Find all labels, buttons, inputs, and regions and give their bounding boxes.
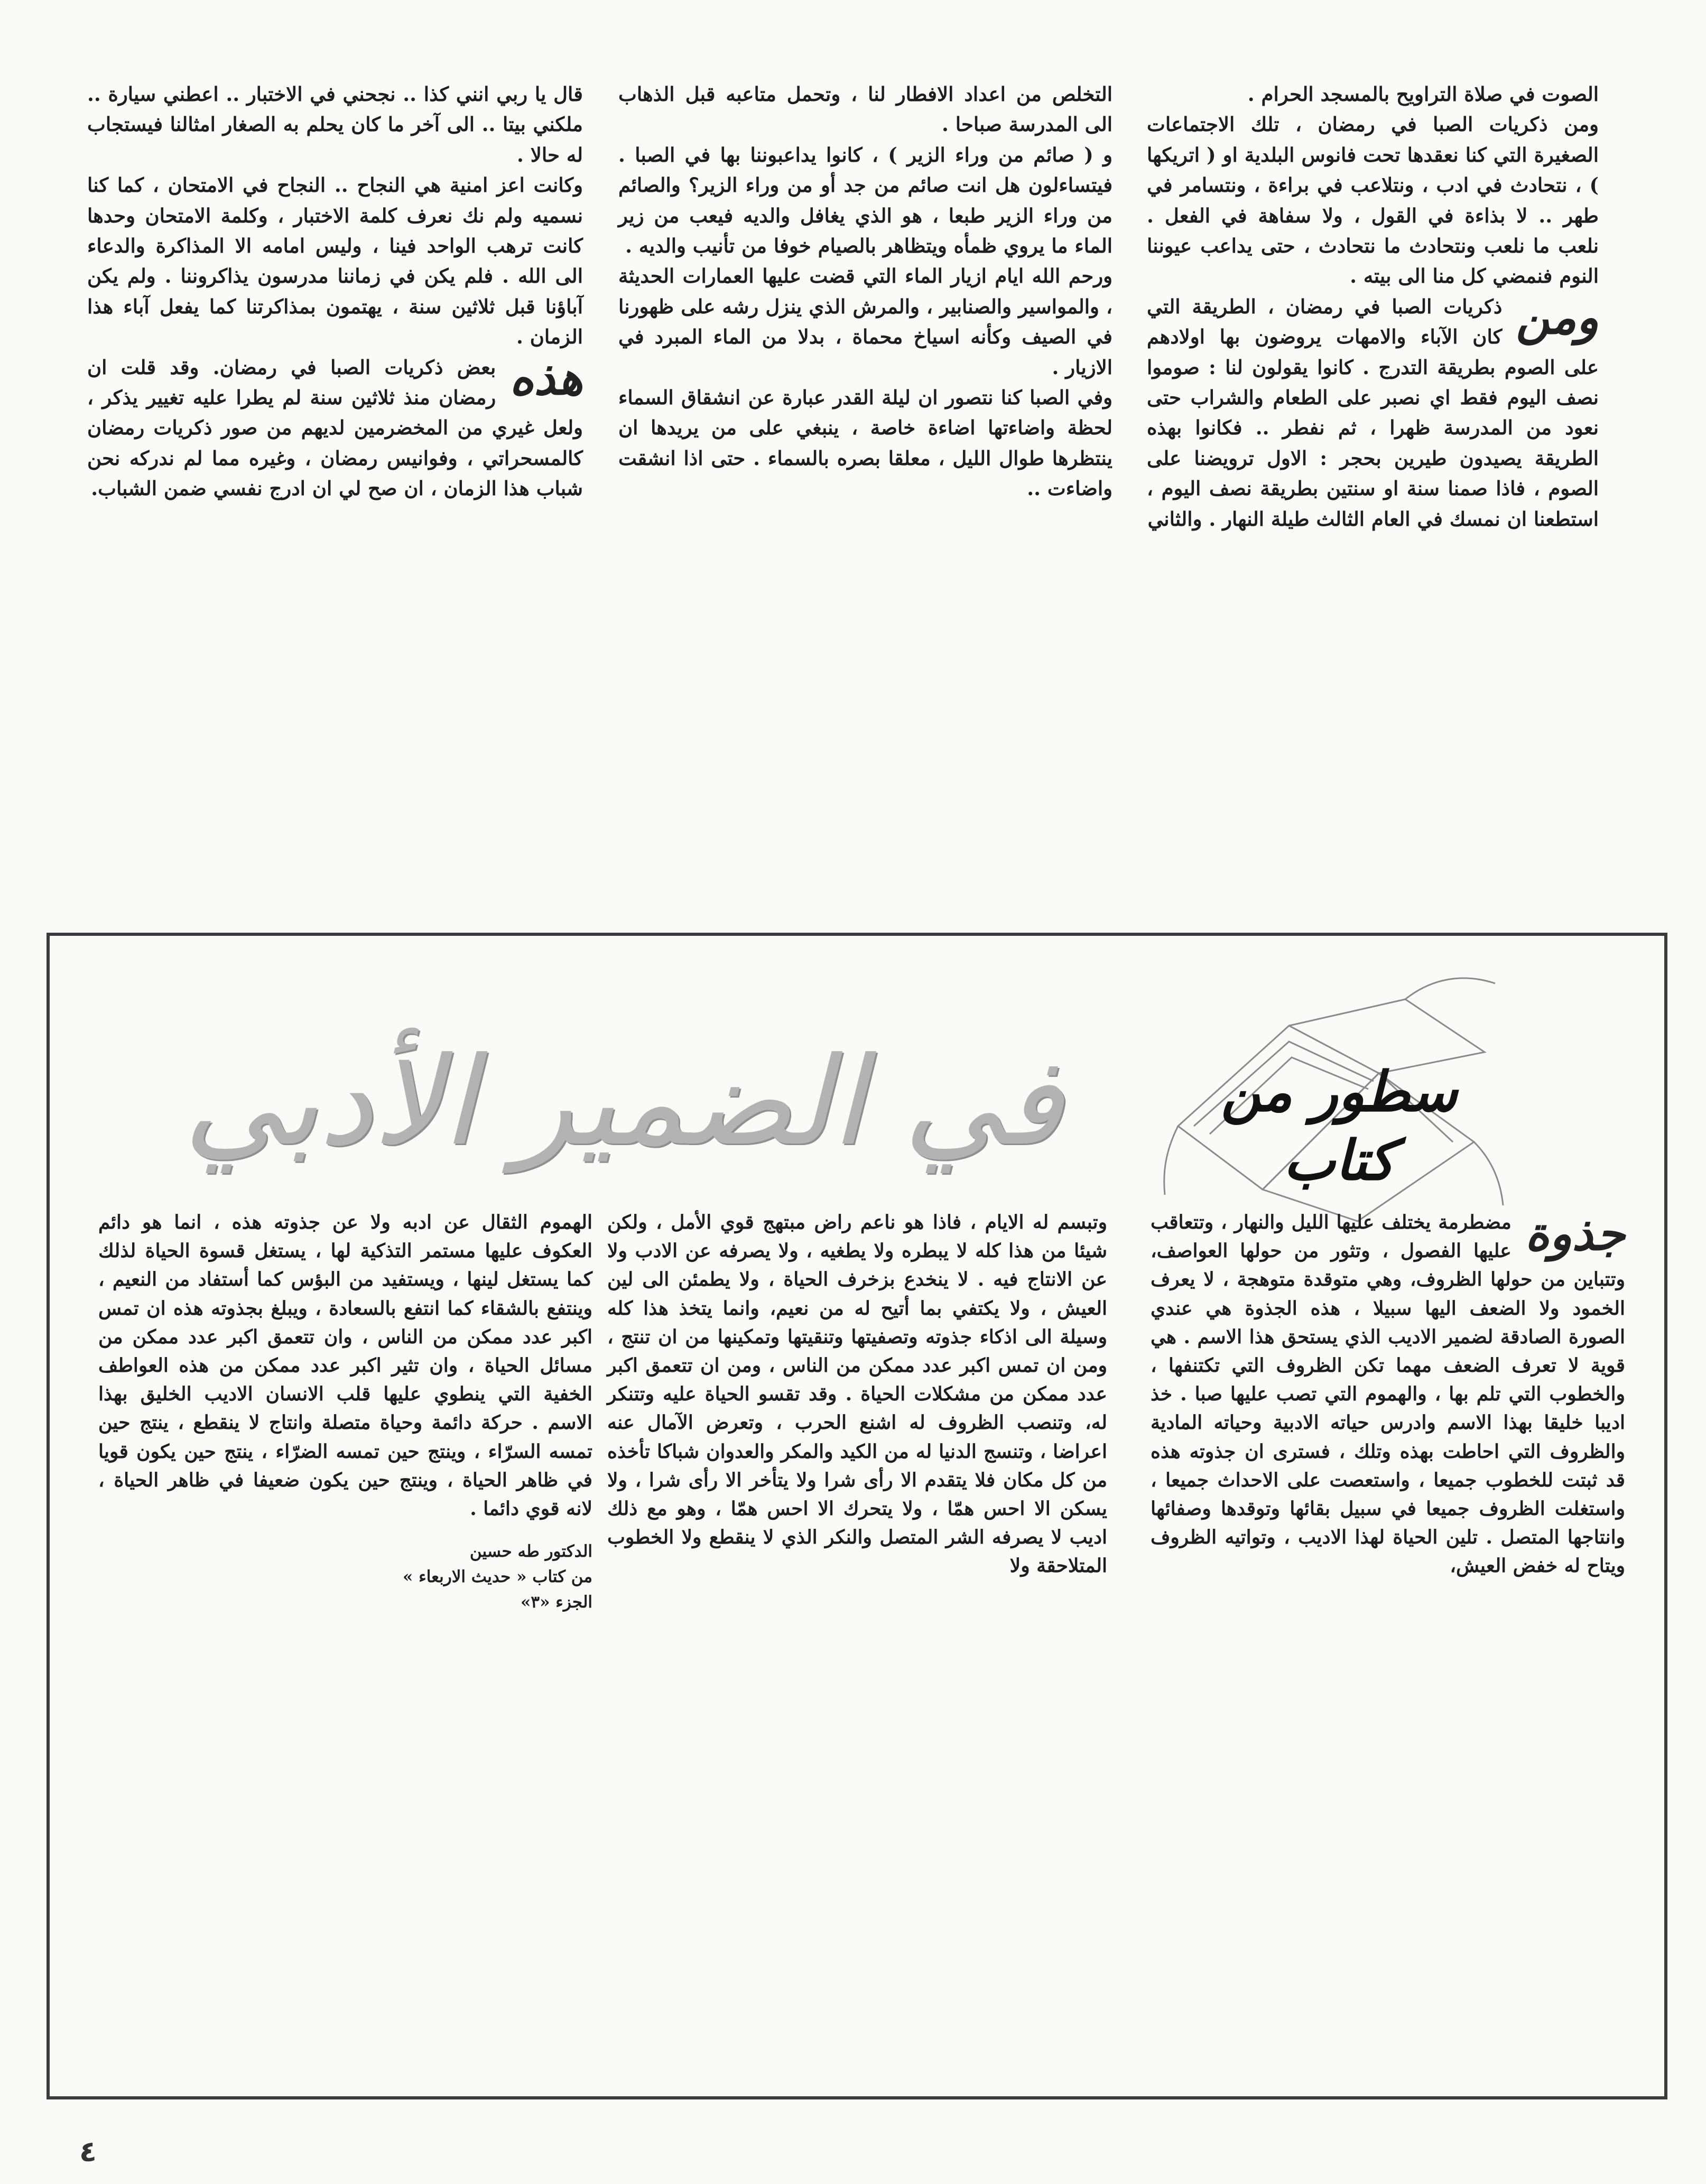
section-label: سطور من كتاب	[1221, 1059, 1458, 1193]
paragraph-text: بعض ذكريات الصبا في رمضان. وقد قلت ان رمضان منذ ثلاثين سنة لم يطرا عليه تغيير يذكر ، ولعل غيري من المخضرمين لديهم من صور ذكريات رمضان كالمسحراتي ، وفوانيس رمضان ، وغيره مما لم ندركه نحن شباب هذا الزمان ، ان صح لي ان ادرج نفسي ضمن الشباب.	[87, 355, 583, 500]
drop-word: جذوة	[1525, 1206, 1625, 1261]
paragraph	[1151, 1208, 1625, 1581]
source-book: من كتاب « حديث الاربعاء »	[402, 1567, 592, 1587]
excerpt-column-middle	[607, 1208, 1107, 1581]
article-column-left	[87, 79, 583, 504]
paragraph: الهموم الثقال عن ادبه ولا عن جذوته هذه ، انما هو دائم العكوف عليها مستمر التذكية لها ، يستغل قسوة الحياة لذلك كما يستغل لينها ، ويستفيد من البؤس كما أستفاد من النعيم ، وينتفع بالشقاء كما انتفع بالسعادة ، ويبلغ بجذوته هذه ان تمس اكبر عدد ممكن من الناس ، وان تتعمق اكبر عدد ممكن من مسائل الحياة ، وان تثير اكبر عدد ممكن من هذه العواطف الخفية التي ينطوي عليها قلب الانسان الاديب الخليق بهذا الاسم . حركة دائمة وحياة متصلة وانتاج لا ينقطع ، ينتج حين تمسه السرّاء ، وينتج حين تمسه الضرّاء ، ينتج حين يكون قويا في ظاهر الحياة ، وينتج حين يكون ضعيفا في ظاهر الحياة ، لانه قوي دائما .	[98, 1211, 592, 1520]
attribution	[98, 1539, 592, 1615]
paragraph-text: ذكريات الصبا في رمضان ، الطريقة التي كان الآباء والامهات يروضون بها اولادهم على الصوم بطريقة التدرج . كانوا يقولون لنا : صوموا نصف اليوم فقط اي نصبر على الطعام والشراب حتى نعود من المدرسة ظهرا ، ثم نفطر .. فكانوا بهذه الطريقة يصيدون طيرين بحجر : الاول ترويضنا على الصوم ، فاذا صمنا سنة او سنتين بطريقة نصف اليوم ، استطعنا ان نمسك في العام الثالث طيلة النهار . والثاني	[1147, 294, 1599, 531]
paragraph: التخلص من اعداد الافطار لنا ، وتحمل متاعبه قبل الذهاب الى المدرسة صباحا .	[618, 82, 1112, 136]
excerpt-column-left	[98, 1208, 592, 1615]
drop-word: ومن	[1516, 289, 1599, 345]
paragraph: ومن ذكريات الصبا في رمضان ، تلك الاجتماعات الصغيرة التي كنا نعقدها تحت فانوس البلدية او ( اتريكها ) ، نتحادث في ادب ، ونتلاعب في براءة ، ونتسامر في طهر .. لا بذاءة في القول ، ولا سفاهة في الفعل . نلعب ما نلعب ونتحادث ما نتحادث ، حتى يداعب عيوننا النوم فنمضي كل منا الى بيته .	[1147, 113, 1599, 288]
paragraph: و ( صائم من وراء الزير ) ، كانوا يداعبوننا بها في الصبا . فيتساءلون هل انت صائم من جد أو من وراء الزير؟ والصائم من وراء الزير طبعا ، هو الذي يغافل والديه فيعب من زير الماء ما يروي ظمأه ويتظاهر بالصيام خوفا من تأنيب والديه .	[618, 143, 1112, 258]
paragraph: الصوت في صلاة التراويح بالمسجد الحرام .	[1247, 82, 1599, 106]
page-number: ٤	[79, 2135, 97, 2168]
paragraph: ورحم الله ايام ازيار الماء التي قضت عليها العمارات الحديثة ، والمواسير والصنابير ، والمرش الذي ينزل رشه على ظهورنا في الصيف وكأنه اسياخ محماة ، بدلا من الماء المبرد في الازيار .	[618, 264, 1112, 379]
paragraph: وكانت اعز امنية هي النجاح .. النجاح في الامتحان ، كما كنا نسميه ولم نك نعرف كلمة الاختبار ، وكلمة الامتحان وحدها كانت ترهب الواحد فينا ، وليس امامه الا المذاكرة والدعاء الى الله . فلم يكن في زماننا مدرسون يذاكروننا . ولم يكن آباؤنا قبل ثلاثين سنة ، يهتمون بمذاكرتنا كما يفعل آباء هذا الزمان .	[87, 173, 583, 349]
article-column-middle	[618, 79, 1112, 504]
article-column-right	[1147, 79, 1599, 534]
paragraph-text: مضطرمة يختلف عليها الليل والنهار ، وتتعاقب عليها الفصول ، وتثور من حولها العواصف، وتتباين من حولها الظروف، وهي متوقدة متوهجة ، لا يعرف الخمود ولا الضعف اليها سبيلا ، هذه الجذوة هي عندي الصورة الصادقة لضمير الاديب الذي يستحق هذا الاسم . هي قوية لا تعرف الضعف مهما تكن الظروف التي تكتنفها ، والخطوب التي تلم بها ، والهموم التي تصب عليها صبا . خذ اديبا خليقا بهذا الاسم وادرس حياته الادبية وحياته المادية والظروف التي احاطت بهذه وتلك ، فسترى ان جذوته هذه قد ثبتت للخطوب جميعا ، واستعصت على الاحداث جميعا ، واستغلت الظروف جميعا في سبيل بقائها وتوقدها وصفائها وانتاجها المتصل . تلين الحياة لهذا الاديب ، وتواتيه الظروف ويتاح له خفض العيش،	[1151, 1211, 1625, 1577]
paragraph: وفي الصبا كنا نتصور ان ليلة القدر عبارة عن انشقاق السماء لحظة واضاءتها اضاءة خاصة ، ينبغي على من يريدها ان ينتظرها طوال الليل ، معلقا بصره بالسماء . حتى اذا انشقت واضاءت ..	[618, 386, 1112, 500]
author-name: الدكتور طه حسين	[469, 1542, 592, 1562]
drop-word: هذه	[509, 350, 583, 405]
excerpt-box	[47, 933, 1667, 2099]
headline: في الضمير الأدبي	[183, 1031, 1063, 1173]
source-volume: الجزء «٣»	[521, 1593, 592, 1612]
paragraph: قال يا ربي انني كذا .. نجحني في الاختبار .. اعطني سيارة .. ملكني بيتا .. الى آخر ما كان يحلم به الصغار امثالنا فيستجاب له حالا .	[87, 82, 583, 166]
paragraph	[87, 352, 583, 504]
excerpt-column-right	[1151, 1208, 1625, 1581]
paragraph: وتبسم له الايام ، فاذا هو ناعم راض مبتهج قوي الأمل ، ولكن شيئا من هذا كله لا يبطره ولا يطغيه ، ولا يصرفه عن الادب ولا عن الانتاج فيه . لا ينخدع بزخرف الحياة ، ولا يطمئن الى لين العيش ، ولا يكتفي بما أتيح له من نعيم، وانما يتخذ هذا كله وسيلة الى اذكاء جذوته وتصفيتها وتنقيتها وتمكينها من ان تنتج ، ومن ان تمس اكبر عدد ممكن من الناس ، ومن ان تتعمق اكبر عدد ممكن من مشكلات الحياة . وقد تقسو الحياة عليه وتتنكر له، وتنصب الظروف له اشنع الحرب ، وتعرض الآمال عنه اعراضا ، وتنسج الدنيا له من الكيد والمكر والعدوان شباكا تأخذه من كل مكان فلا يتقدم الا رأى شرا ولا يتأخر الا رأى شرا ، ولا يسكن الا احس همّا ، ولا يتحرك الا احس همّا ، وهو مع ذلك اديب لا يصرفه الشر المتصل والنكر الذي لا ينقطع ولا الخطوب المتلاحقة ولا	[607, 1211, 1107, 1577]
paragraph	[1147, 289, 1599, 534]
